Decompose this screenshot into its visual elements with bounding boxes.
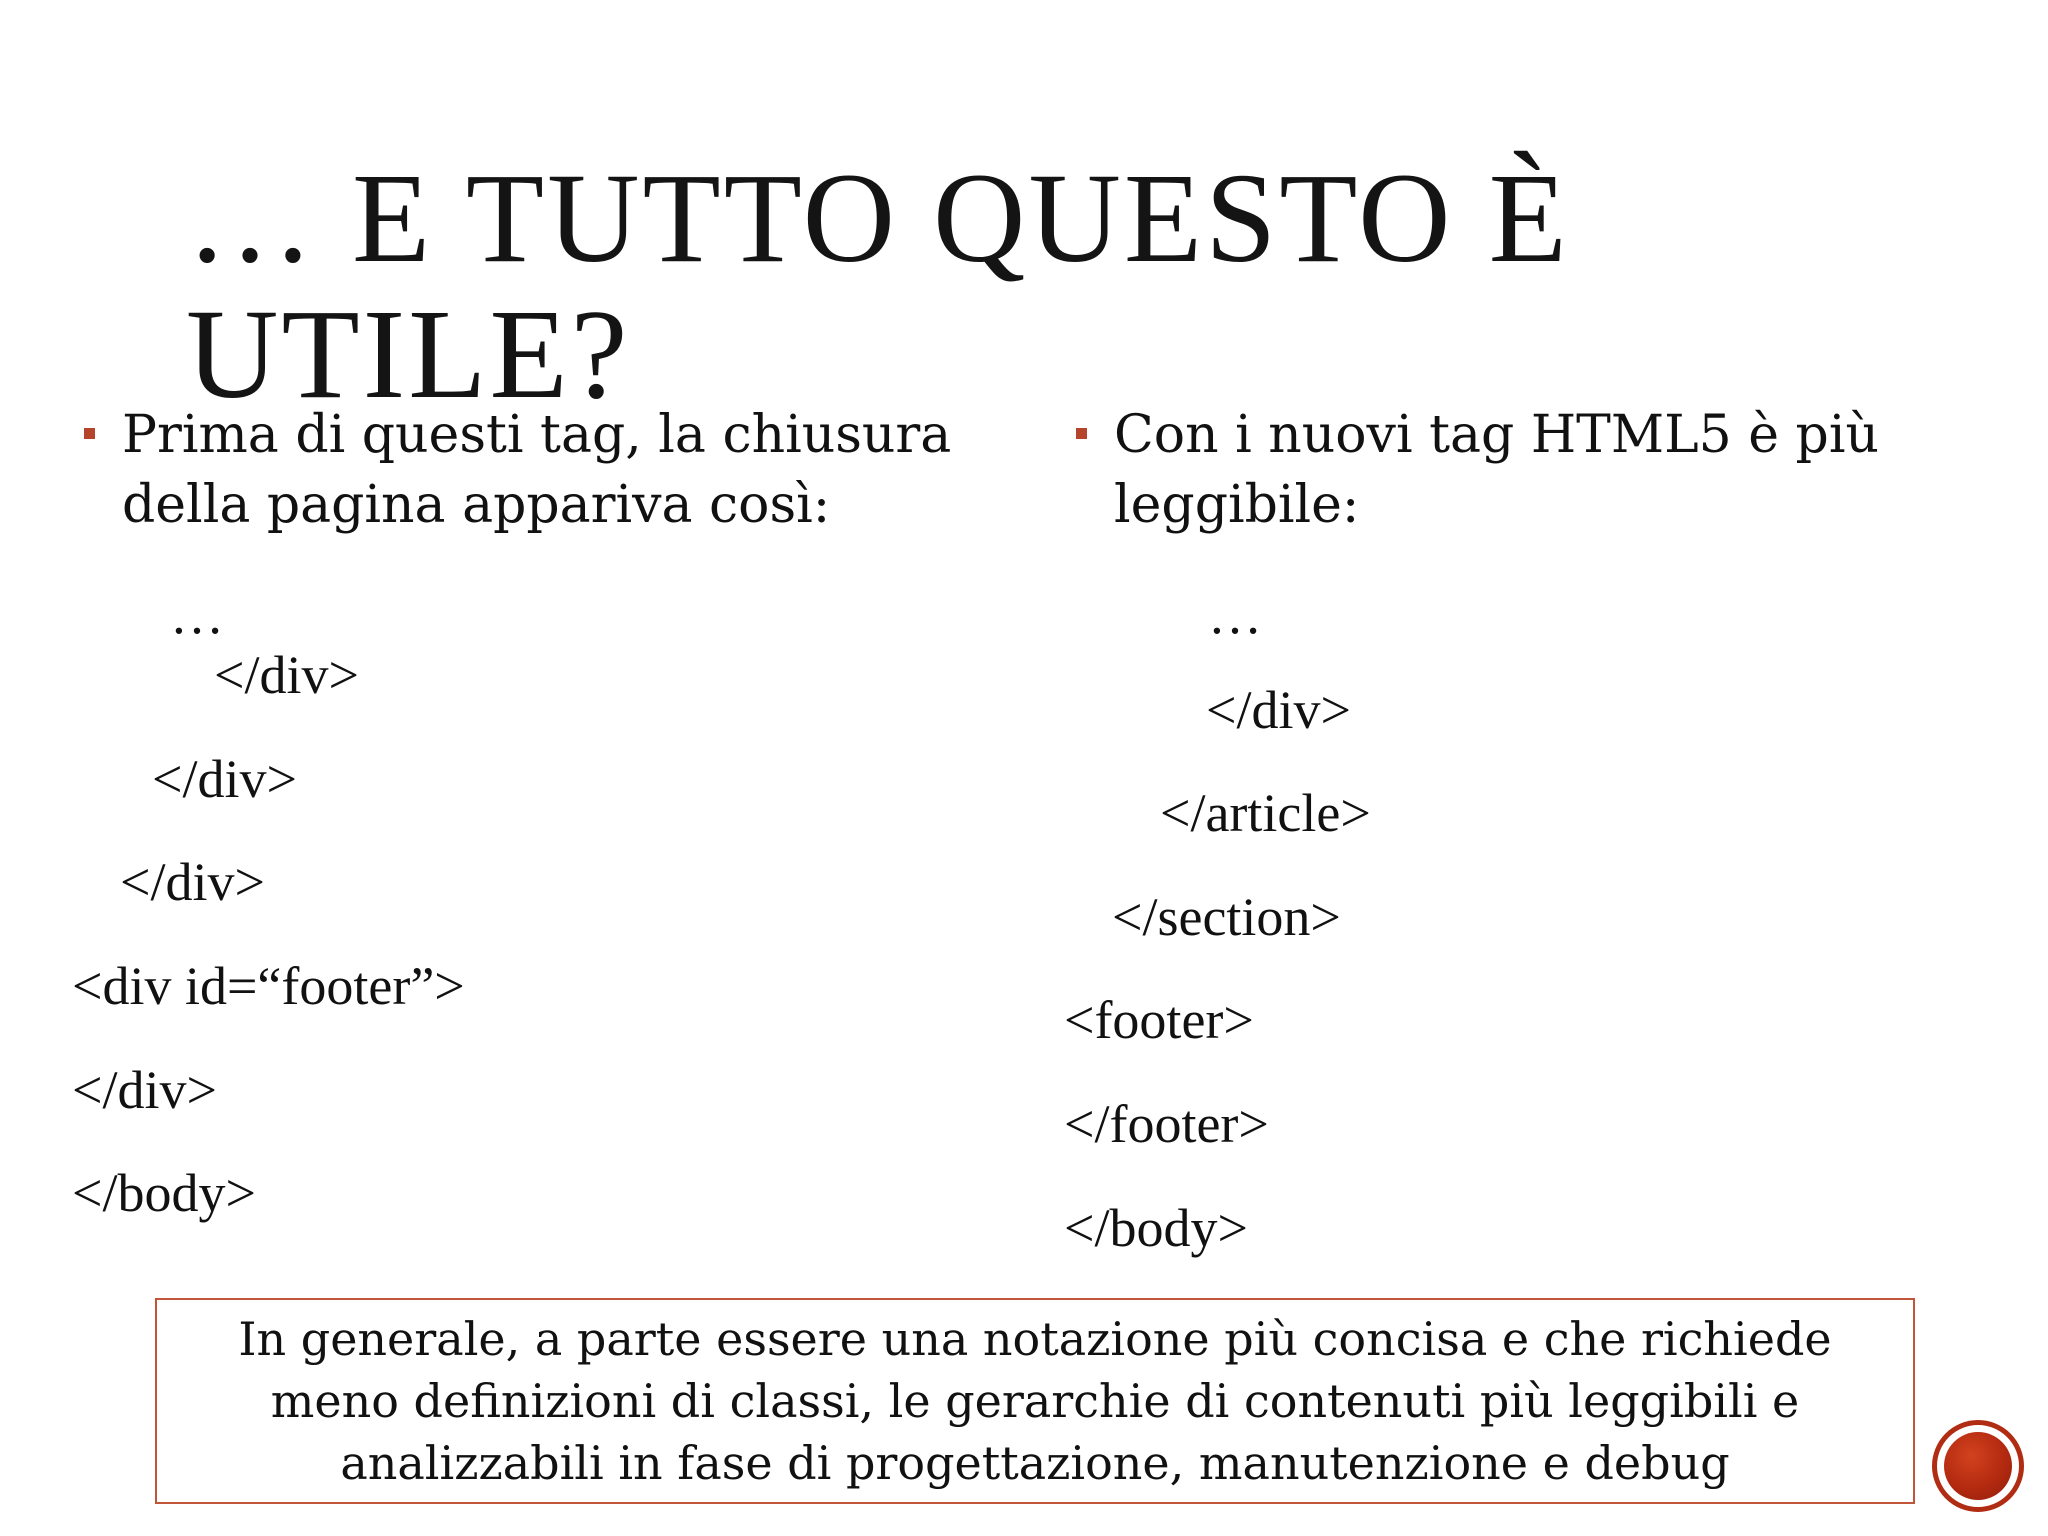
left-code-line: </div> [152, 749, 297, 809]
right-code-line: </footer> [1064, 1094, 1269, 1154]
right-column [1068, 400, 2018, 540]
right-code-line: </section> [1112, 887, 1341, 947]
left-code-line: … [170, 585, 224, 645]
right-code-line: <footer> [1064, 990, 1254, 1050]
left-bullet [76, 400, 1026, 540]
left-code-line: <div id=“footer”> [72, 956, 465, 1016]
right-bullet-text: Con i nuovi tag HTML5 è più leggibile: [1114, 405, 1879, 535]
square-bullet-icon [1076, 428, 1087, 439]
slide-title [186, 147, 1686, 425]
right-bullet [1068, 400, 2018, 540]
right-code-line: </article> [1160, 783, 1371, 843]
summary-callout [155, 1298, 1915, 1504]
left-bullet-text: Prima di questi tag, la chiusura della pagina appariva così: [122, 405, 952, 535]
left-code-line: </div> [72, 1060, 217, 1120]
title-line-1: … E TUTTO QUESTO È [186, 147, 1570, 289]
left-column [76, 400, 1026, 540]
right-code-line: </body> [1064, 1198, 1248, 1258]
title-line-2: UTILE? [186, 283, 631, 425]
right-code-line: … [1208, 585, 1262, 645]
square-bullet-icon [84, 428, 95, 439]
corner-circle-fill [1944, 1432, 2012, 1500]
corner-circle-icon [1932, 1420, 2024, 1512]
left-code-line: </div> [120, 852, 265, 912]
summary-callout-text: In generale, a parte essere una notazione più concisa e che richiede meno definizioni di classi, le gerarchie di contenuti più leggibili e analizzabili in fase di progettazione, manutenzione e debug [238, 1312, 1832, 1490]
left-code-line: </div> [214, 645, 359, 705]
left-code-line: </body> [72, 1163, 256, 1223]
right-code-line: </div> [1206, 680, 1351, 740]
